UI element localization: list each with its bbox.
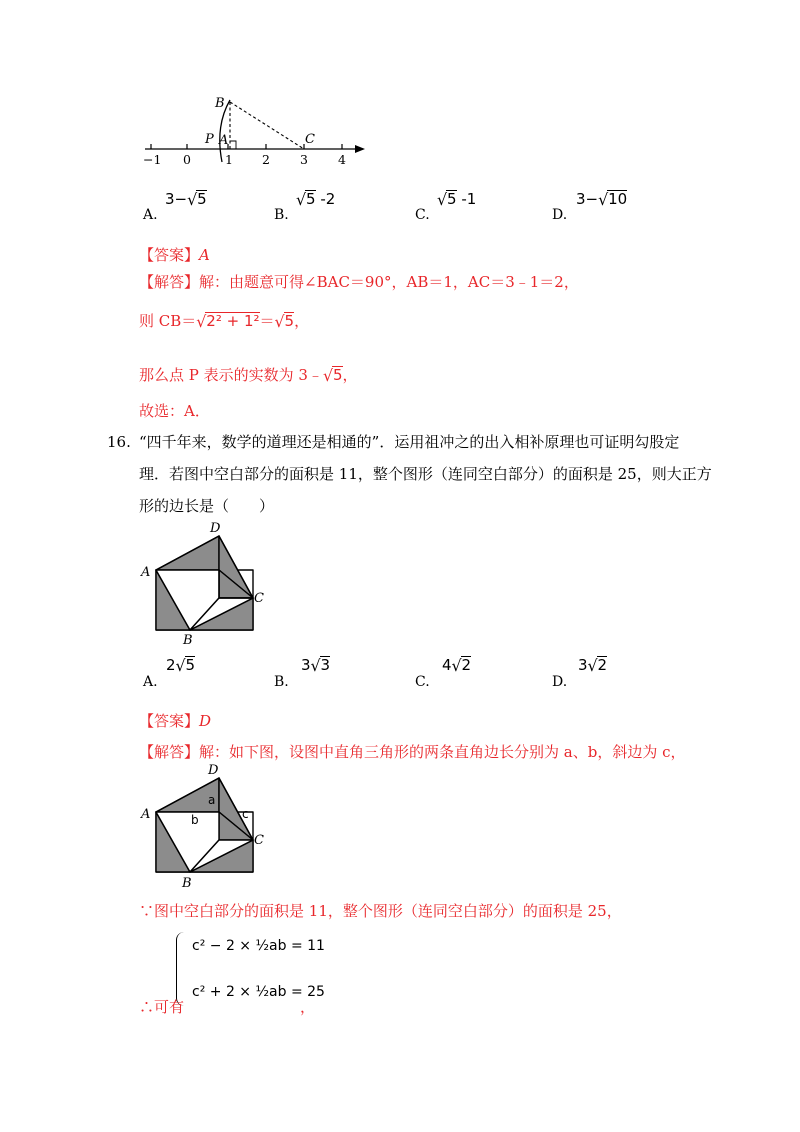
label-side-a: a xyxy=(208,793,216,807)
q15-option-a-letter[interactable]: A. xyxy=(143,207,158,223)
right-angle-mark xyxy=(230,141,236,149)
q15-option-b-value: √ 5 -2 xyxy=(296,190,336,209)
q15-option-d-value: 3− √ 10 xyxy=(576,190,628,209)
pythagoras-figure xyxy=(136,518,266,648)
svg-text:−1: −1 xyxy=(143,152,162,167)
q15-option-c-value: √ 5 -1 xyxy=(437,190,477,209)
label-a: A xyxy=(219,133,229,148)
q16-option-c-value: 4 √ 2 xyxy=(442,656,472,675)
answer-label: 【答案】 xyxy=(139,246,200,264)
q16-solution-line1: 【解答】解：如下图，设图中直角三角形的两条直角边长分别为 a、b，斜边为 c， xyxy=(139,743,686,761)
svg-text:2: 2 xyxy=(262,152,270,167)
trailing-comma: ， xyxy=(300,998,316,1016)
answer-value: A xyxy=(199,246,210,264)
q16-option-d-letter[interactable]: D. xyxy=(552,674,568,690)
equation-1: c² − 2 × ½ab = 11 xyxy=(192,938,325,954)
number-line-figure xyxy=(135,88,375,168)
q16-stem-line2: 理．若图中空白部分的面积是 11，整个图形（连同空白部分）的面积是 25，则大正方 xyxy=(139,465,712,483)
label-side-c: c xyxy=(242,807,249,821)
solution-label: 【解答】 xyxy=(139,273,200,291)
q16-option-d-value: 3 √ 2 xyxy=(578,656,608,675)
pythagoras-figure-labeled xyxy=(136,760,266,890)
answer-value: D xyxy=(199,712,212,730)
svg-text:1: 1 xyxy=(225,152,233,167)
label-c: C xyxy=(305,132,315,147)
q15-option-c-letter[interactable]: C. xyxy=(415,207,430,223)
label-b: B xyxy=(182,876,192,890)
q15-solution-line4: 故选：A． xyxy=(139,402,210,420)
q16-option-a-letter[interactable]: A. xyxy=(143,674,158,690)
q15-option-b-letter[interactable]: B. xyxy=(274,207,289,223)
label-c: C xyxy=(254,591,264,606)
q16-stem-line3: 形的边长是（ ） xyxy=(139,497,275,515)
q16-option-b-value: 3 √ 3 xyxy=(301,656,331,675)
svg-text:0: 0 xyxy=(183,152,191,167)
q15-solution-line1: 【解答】解：由题意可得∠BAC＝90°，AB＝1，AC＝3﹣1＝2， xyxy=(139,273,579,291)
therefore-label: ∴可有 xyxy=(139,998,185,1016)
q15-answer xyxy=(139,244,210,266)
q16-answer xyxy=(139,710,211,732)
q16-option-a-value: 2 √ 5 xyxy=(166,656,196,675)
tick-labels xyxy=(143,152,346,167)
solution-label: 【解答】 xyxy=(139,743,200,761)
q15-option-a-value: 3− √ 5 xyxy=(165,190,207,209)
label-d: D xyxy=(210,521,221,536)
label-side-b: b xyxy=(191,813,199,827)
label-b: B xyxy=(183,633,193,648)
number-line-arrow xyxy=(355,145,365,153)
label-d: D xyxy=(208,763,219,778)
label-a: A xyxy=(141,565,151,580)
answer-label: 【答案】 xyxy=(139,712,200,730)
segment-bc xyxy=(230,102,304,149)
label-b: B xyxy=(215,96,225,111)
q16-because-line: ∵图中空白部分的面积是 11，整个图形（连同空白部分）的面积是 25， xyxy=(139,902,622,920)
equation-brace xyxy=(176,932,185,1006)
label-a: A xyxy=(141,807,151,822)
q16-option-c-letter[interactable]: C. xyxy=(415,674,430,690)
q16-option-b-letter[interactable]: B. xyxy=(274,674,289,690)
q16-stem-line1: “四千年来，数学的道理还是相通的”．运用祖冲之的出入相补原理也可证明勾股定 xyxy=(139,433,680,451)
svg-text:4: 4 xyxy=(338,152,346,167)
label-c: C xyxy=(254,833,264,848)
label-p: P xyxy=(205,132,214,147)
svg-text:3: 3 xyxy=(300,152,308,167)
q16-number: 16. xyxy=(107,433,131,451)
q15-solution-line3: 那么点 P 表示的实数为 3﹣ √ 5， xyxy=(139,366,358,385)
equation-2: c² + 2 × ½ab = 25 xyxy=(192,984,325,1000)
q15-option-d-letter[interactable]: D. xyxy=(552,207,568,223)
q15-solution-line2: 则 CB＝ √ 2² + 1²＝ √ 5， xyxy=(139,312,310,331)
